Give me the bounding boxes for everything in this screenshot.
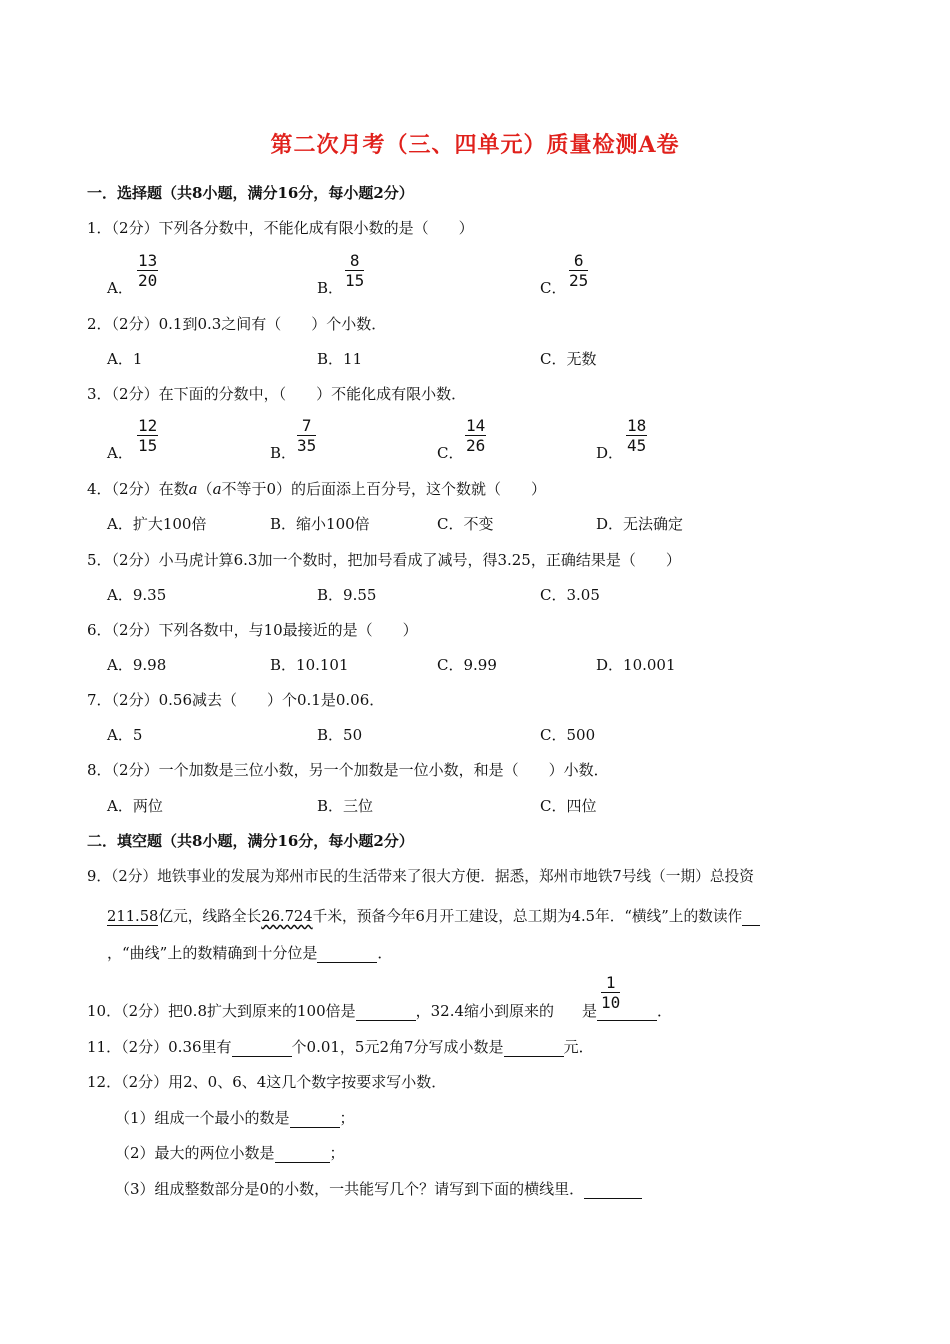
q3-b-numerator: 7	[297, 416, 316, 436]
q12-p2-text: （2）最大的两位小数是	[115, 1144, 275, 1162]
question-9-line-2	[107, 905, 760, 926]
q12-p1-end: ；	[339, 1109, 355, 1127]
q11-pre: 11．（2分）0.36里有	[87, 1038, 232, 1056]
page-title: 第二次月考（三、四单元）质量检测A卷	[270, 132, 680, 158]
q2-option-b: B．11	[317, 350, 363, 368]
q3-c-denominator: 26	[466, 436, 486, 455]
q4-option-a: A．扩大100倍	[107, 515, 207, 533]
question-10	[87, 1000, 672, 1021]
q3-c-numerator: 14	[466, 416, 486, 435]
q4-option-c: C．不变	[437, 515, 494, 533]
q1-option-a-fraction	[137, 251, 158, 290]
q3-option-d-fraction	[626, 416, 647, 455]
q9-underlined-number: 211.58	[107, 908, 159, 925]
question-9-line-1: 9．（2分）地铁事业的发展为郑州市民的生活带来了很大方便．据悉，郑州市地铁7号线（一期）总投资	[87, 868, 754, 885]
q3-a-denominator: 15	[138, 436, 158, 455]
q12-p2-end: ；	[329, 1144, 345, 1162]
q10-numerator: 1	[601, 973, 620, 993]
section-heading-choice: 一．选择题（共8小题，满分16分，每小题2分）	[87, 184, 414, 202]
q5-option-a: A．9.35	[107, 586, 167, 604]
question-9-line-3	[107, 942, 392, 963]
q4-stem-post: 不等于0）的后面添上百分号，这个数就（ ）	[221, 480, 547, 498]
q12-part-3	[115, 1178, 642, 1199]
q1-a-denominator: 20	[138, 271, 158, 290]
q3-option-a-fraction	[137, 416, 158, 455]
question-11	[87, 1036, 594, 1057]
q10-denominator: 10	[601, 993, 621, 1012]
q3-d-numerator: 18	[627, 416, 647, 435]
q6-option-b: B．10.101	[270, 656, 349, 674]
q7-option-b: B．50	[317, 726, 363, 744]
q1-b-denominator: 15	[345, 271, 365, 290]
q7-option-c: C．500	[540, 726, 596, 744]
q9-line3-end: ．	[377, 944, 393, 962]
q7-option-a: A．5	[107, 726, 143, 744]
q2-option-a: A．1	[107, 350, 143, 368]
q1-c-numerator: 6	[569, 251, 588, 271]
q8-option-a: A．两位	[107, 797, 163, 815]
q4-option-d: D．无法确定	[596, 515, 684, 533]
q11-blank-2[interactable]	[504, 1038, 564, 1057]
question-5-stem: 5．（2分）小马虎计算6.3加一个数时，把加号看成了减号，得3.25，正确结果是（ ）	[87, 551, 681, 569]
q6-option-c: C．9.99	[437, 656, 497, 674]
q1-b-numerator: 8	[345, 251, 364, 271]
q12-blank-3[interactable]	[584, 1180, 642, 1199]
q8-option-c: C．四位	[540, 797, 597, 815]
q12-blank-2[interactable]	[275, 1144, 330, 1163]
q9-line3-text: ，“曲线”上的数精确到十分位是	[107, 944, 318, 962]
q1-a-numerator: 13	[138, 251, 158, 270]
q5-option-c: C．3.05	[540, 586, 600, 604]
q1-option-c-label: C．	[540, 279, 567, 297]
q3-option-a-label: A．	[107, 444, 133, 462]
q4-stem-mid: （	[197, 480, 213, 498]
q9-blank-2[interactable]	[317, 944, 377, 963]
q4-variable-a: a	[188, 480, 198, 498]
q3-b-denominator: 35	[297, 436, 317, 455]
q10-post: 是	[582, 1002, 598, 1020]
question-6-stem: 6．（2分）下列各数中，与10最接近的是（ ）	[87, 621, 418, 639]
q1-option-b-label: B．	[317, 279, 344, 297]
q4-option-b: B．缩小100倍	[270, 515, 370, 533]
question-3-stem: 3．（2分）在下面的分数中，（ ）不能化成有限小数．	[87, 385, 467, 403]
q11-blank-1[interactable]	[232, 1038, 292, 1057]
q9-line2-b: 千米，预备今年6月开工建设，总工期为4.5年．“横线”上的数读作	[312, 908, 743, 925]
q12-part-1	[115, 1107, 355, 1128]
q11-end: 元．	[563, 1038, 594, 1056]
q3-option-b-fraction	[297, 416, 316, 455]
q3-option-c-label: C．	[437, 444, 464, 462]
q3-option-c-fraction	[465, 416, 486, 455]
q1-option-b-fraction	[345, 251, 364, 290]
q9-line2-a: 亿元，线路全长	[158, 908, 262, 925]
q3-option-d-label: D．	[596, 444, 624, 462]
question-12-stem: 12．（2分）用2、0、6、4这几个数字按要求写小数．	[87, 1073, 447, 1091]
question-8-stem: 8．（2分）一个加数是三位小数，另一个加数是一位小数，和是（ ）小数．	[87, 761, 609, 779]
q3-option-b-label: B．	[270, 444, 297, 462]
q8-option-b: B．三位	[317, 797, 374, 815]
q5-option-b: B．9.55	[317, 586, 377, 604]
q4-variable-a-2: a	[212, 480, 222, 498]
q10-blank-1[interactable]	[356, 1002, 416, 1021]
section-heading-fill: 二．填空题（共8小题，满分16分，每小题2分）	[87, 832, 414, 850]
q10-end: ．	[657, 1002, 673, 1020]
q10-mid: ，32.4缩小到原来的	[415, 1002, 555, 1020]
q6-option-d: D．10.001	[596, 656, 676, 674]
q2-option-c: C．无数	[540, 350, 597, 368]
q4-stem-pre: 4．（2分）在数	[87, 480, 189, 498]
q11-mid: 个0.01，5元2角7分写成小数是	[291, 1038, 504, 1056]
q12-part-2	[115, 1142, 345, 1163]
q10-pre: 10．（2分）把0.8扩大到原来的100倍是	[87, 1002, 356, 1020]
q12-p3-text: （3）组成整数部分是0的小数，一共能写几个？请写到下面的横线里．	[115, 1180, 585, 1198]
q12-blank-1[interactable]	[290, 1109, 340, 1128]
q9-blank-1[interactable]	[742, 908, 760, 926]
q1-option-c-fraction	[569, 251, 588, 290]
q1-option-a-label: A．	[107, 279, 133, 297]
question-1-stem: 1．（2分）下列各分数中，不能化成有限小数的是（ ）	[87, 219, 474, 237]
question-7-stem: 7．（2分）0.56减去（ ）个0.1是0.06．	[87, 691, 385, 709]
question-4-stem	[87, 478, 546, 499]
q1-c-denominator: 25	[569, 271, 589, 290]
question-2-stem: 2．（2分）0.1到0.3之间有（ ）个小数．	[87, 315, 387, 333]
q6-option-a: A．9.98	[107, 656, 167, 674]
q3-d-denominator: 45	[627, 436, 647, 455]
q9-wavy-number: 26.724	[261, 908, 313, 925]
q10-fraction	[601, 973, 620, 1012]
q3-a-numerator: 12	[138, 416, 158, 435]
q12-p1-text: （1）组成一个最小的数是	[115, 1109, 290, 1127]
